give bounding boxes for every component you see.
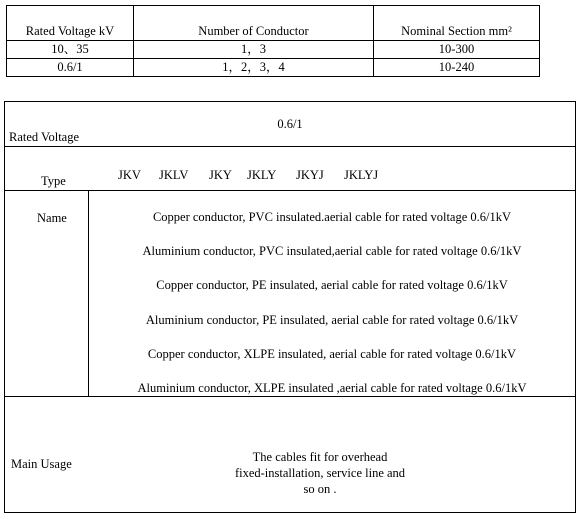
- spec-table-border-top: [6, 5, 540, 6]
- details-table-divider: [4, 146, 576, 147]
- table-cell: 1，3: [240, 42, 266, 56]
- type-code: JKV: [118, 168, 141, 182]
- details-table-divider: [4, 190, 576, 191]
- header-nominal-section: Nominal Section mm²: [401, 24, 512, 38]
- main-usage-text: [200, 449, 440, 497]
- spec-table-divider: [6, 40, 540, 41]
- main-usage-label: Main Usage: [11, 457, 72, 471]
- usage-line: so on .: [303, 482, 337, 496]
- type-code: JKLY: [247, 168, 277, 182]
- usage-line: fixed-installation, service line and: [234, 466, 406, 480]
- spec-table-border-bottom: [6, 76, 540, 77]
- cable-name: Copper conductor, PVC insulated.aerial cable for rated voltage 0.6/1kV: [152, 210, 512, 224]
- table-cell: 0.6/1: [57, 60, 83, 74]
- details-table-border-bottom: [4, 512, 576, 513]
- cable-name: Aluminium conductor, XLPE insulated ,aerial cable for rated voltage 0.6/1kV: [137, 381, 527, 395]
- table-cell: 10-240: [438, 60, 475, 74]
- usage-line: The cables fit for overhead: [252, 450, 388, 464]
- details-table-border-top: [4, 101, 576, 102]
- rated-voltage-value: 0.6/1: [277, 117, 303, 131]
- spec-table-border-right: [539, 5, 540, 77]
- header-number-of-conductor: Number of Conductor: [198, 24, 309, 38]
- type-label: Type: [41, 174, 66, 188]
- type-code: JKLV: [159, 168, 189, 182]
- type-code: JKLYJ: [344, 168, 379, 182]
- table-cell: 1，2，3，4: [222, 60, 285, 74]
- table-cell: 10-300: [438, 42, 475, 56]
- details-table-border-right: [575, 101, 576, 513]
- name-label: Name: [37, 211, 67, 225]
- cable-name: Copper conductor, PE insulated, aerial cable for rated voltage 0.6/1kV: [156, 278, 508, 292]
- header-rated-voltage: Rated Voltage kV: [25, 24, 115, 38]
- type-code: JKY: [209, 168, 232, 182]
- cable-name: Copper conductor, XLPE insulated, aerial cable for rated voltage 0.6/1kV: [147, 347, 517, 361]
- cable-name: Aluminium conductor, PVC insulated,aerial cable for rated voltage 0.6/1kV: [142, 244, 522, 258]
- type-code: JKYJ: [296, 168, 324, 182]
- details-table-border-left: [4, 101, 5, 513]
- cable-name: Aluminium conductor, PE insulated, aerial cable for rated voltage 0.6/1kV: [145, 313, 519, 327]
- rated-voltage-label: Rated Voltage: [9, 130, 80, 144]
- table-cell: 10、35: [51, 42, 89, 56]
- spec-table-divider: [6, 58, 540, 59]
- details-table-divider: [4, 396, 576, 397]
